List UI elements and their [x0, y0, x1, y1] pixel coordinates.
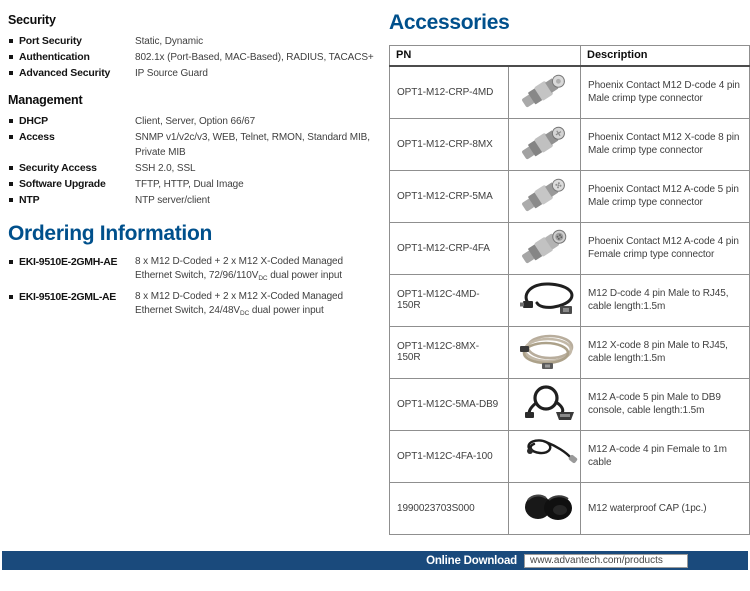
table-row — [390, 274, 750, 326]
accessories-column — [389, 11, 749, 535]
black-cable-m12-female-photo — [509, 430, 581, 482]
ordering-sku: EKI-9510E-2GMH-AE — [19, 256, 118, 268]
pn-value: OPT1-M12-CRP-5MA — [390, 170, 509, 222]
m12-a-code-female-crimp-connector-photo — [509, 222, 581, 274]
ordering-sku: EKI-9510E-2GML-AE — [19, 291, 117, 303]
section-title-management: Management — [8, 93, 83, 107]
online-download-label: Online Download — [426, 554, 517, 567]
ordering-description: 8 x M12 D-Coded + 2 x M12 X-Coded Managed Ethernet Switch, $72/96/110V_{DC}$ dual power input — [135, 256, 343, 282]
description-value: Phoenix Contact M12 A-code 4 pin Female crimp type connector — [581, 222, 750, 274]
bullet-marker — [9, 135, 13, 139]
table-row — [390, 430, 750, 482]
spec-label: NTP — [19, 194, 40, 206]
spec-value: SNMP v1/v2c/v3, WEB, Telnet, RMON, Standard MIB, Private MIB — [135, 132, 370, 158]
ordering-item — [8, 255, 378, 286]
spec-value: Static, Dynamic — [135, 36, 203, 47]
ordering-item — [8, 290, 378, 321]
bullet-marker — [9, 71, 13, 75]
table-header-row — [390, 46, 750, 66]
description-value: M12 A-code 4 pin Female to 1m cable — [581, 430, 750, 482]
pn-value: OPT1-M12C-8MX-150R — [390, 326, 509, 378]
m12-a-code-male-crimp-connector-photo — [509, 170, 581, 222]
pn-value: 1990023703S000 — [390, 482, 509, 534]
description-value: Phoenix Contact M12 X-code 8 pin Male crimp type connector — [581, 118, 750, 170]
spec-column — [8, 13, 378, 325]
description-value: M12 X-code 8 pin Male to RJ45, cable length:1.5m — [581, 326, 750, 378]
m12-waterproof-caps-photo — [509, 482, 581, 534]
spec-row — [8, 130, 378, 160]
table-row — [390, 482, 750, 534]
black-cable-m12-to-rj45-photo — [509, 274, 581, 326]
accessories-table — [389, 45, 750, 535]
column-header-description: Description — [581, 46, 750, 66]
accessories-heading: Accessories — [389, 11, 510, 34]
spec-label: Software Upgrade — [19, 178, 106, 190]
pn-value: OPT1-M12C-5MA-DB9 — [390, 378, 509, 430]
table-row — [390, 378, 750, 430]
description-value: Phoenix Contact M12 A-code 5 pin Male crimp type connector — [581, 170, 750, 222]
spec-row — [8, 177, 378, 192]
spec-row — [8, 114, 378, 129]
bullet-marker — [9, 182, 13, 186]
description-value: M12 waterproof CAP (1pc.) — [581, 482, 750, 534]
ordering-information-heading: Ordering Information — [8, 222, 213, 245]
spec-row — [8, 193, 378, 208]
vdc-subscript: DC — [240, 310, 250, 317]
spec-row — [8, 66, 378, 81]
description-value: Phoenix Contact M12 D-code 4 pin Male crimp type connector — [581, 66, 750, 119]
spec-label: Port Security — [19, 35, 82, 47]
bullet-marker — [9, 39, 13, 43]
spec-row — [8, 50, 378, 65]
spec-value: TFTP, HTTP, Dual Image — [135, 179, 244, 190]
bullet-marker — [9, 295, 13, 299]
bullet-marker — [9, 166, 13, 170]
online-download-bar — [2, 551, 748, 570]
management-section — [8, 93, 378, 208]
description-value: M12 A-code 5 pin Male to DB9 console, cable length:1.5m — [581, 378, 750, 430]
pn-value: OPT1-M12-CRP-4FA — [390, 222, 509, 274]
gray-coiled-cable-m12-to-rj45-photo — [509, 326, 581, 378]
spec-row — [8, 34, 378, 49]
table-row — [390, 326, 750, 378]
table-row — [390, 66, 750, 119]
pn-value: OPT1-M12C-4MD-150R — [390, 274, 509, 326]
section-title-security: Security — [8, 13, 56, 27]
security-section — [8, 13, 378, 81]
bullet-marker — [9, 260, 13, 264]
pn-value: OPT1-M12C-4FA-100 — [390, 430, 509, 482]
spec-value: IP Source Guard — [135, 68, 208, 79]
bullet-marker — [9, 119, 13, 123]
table-row — [390, 222, 750, 274]
spec-value: Client, Server, Option 66/67 — [135, 116, 256, 127]
spec-label: Authentication — [19, 51, 90, 63]
table-row — [390, 170, 750, 222]
m12-d-code-male-crimp-connector-photo — [509, 66, 581, 119]
spec-value: SSH 2.0, SSL — [135, 163, 196, 174]
spec-label: Security Access — [19, 162, 97, 174]
spec-value: 802.1x (Port-Based, MAC-Based), RADIUS, TACACS+ — [135, 52, 374, 63]
column-header-pn: PN — [390, 46, 581, 66]
bullet-marker — [9, 55, 13, 59]
black-cable-m12-to-db9-photo — [509, 378, 581, 430]
spec-label: Access — [19, 131, 55, 143]
ordering-description: 8 x M12 D-Coded + 2 x M12 X-Coded Managed Ethernet Switch, $24/48V_{DC}$ dual power input — [135, 291, 343, 317]
table-row — [390, 118, 750, 170]
spec-label: Advanced Security — [19, 67, 111, 79]
pn-value: OPT1-M12-CRP-4MD — [390, 66, 509, 119]
m12-x-code-male-crimp-connector-photo — [509, 118, 581, 170]
download-url[interactable]: www.advantech.com/products — [524, 554, 688, 568]
bullet-marker — [9, 198, 13, 202]
vdc-subscript: DC — [258, 275, 268, 282]
spec-value: NTP server/client — [135, 195, 210, 206]
spec-label: DHCP — [19, 115, 48, 127]
description-value: M12 D-code 4 pin Male to RJ45, cable length:1.5m — [581, 274, 750, 326]
pn-value: OPT1-M12-CRP-8MX — [390, 118, 509, 170]
spec-row — [8, 161, 378, 176]
